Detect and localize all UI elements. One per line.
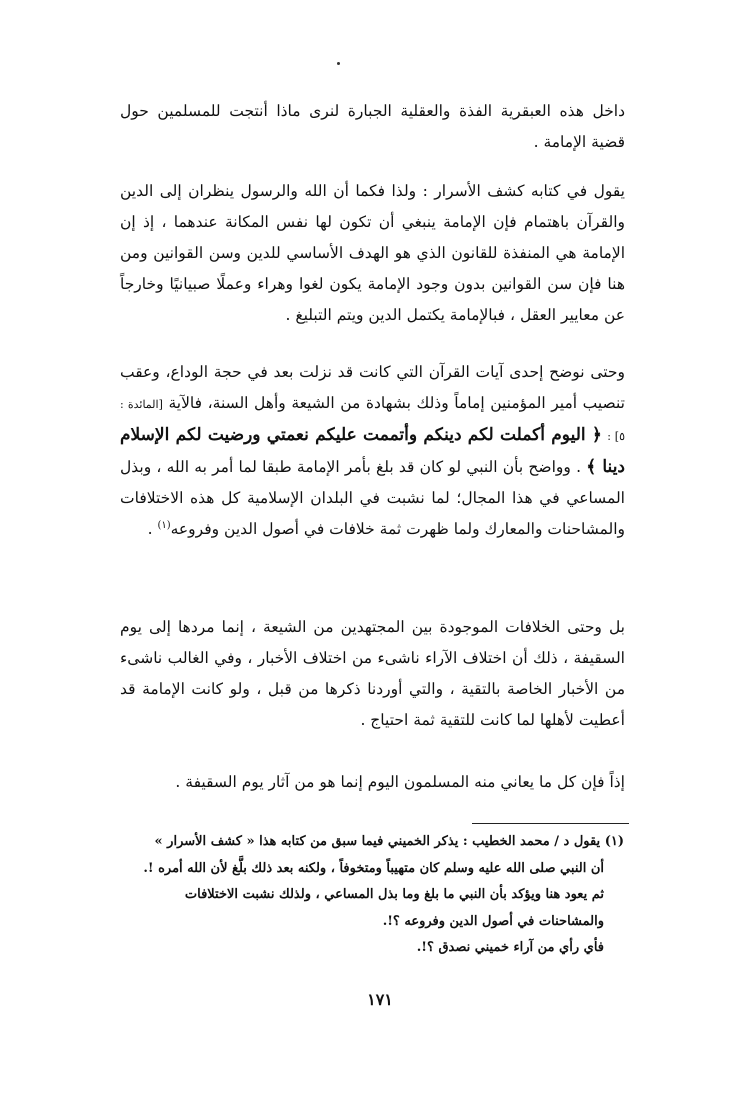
paragraph-3-end: . <box>147 520 158 538</box>
page-number: ١٧١ <box>367 990 393 1009</box>
paragraph-2: يقول في كتابه كشف الأسرار : ولذا فكما أن الله والرسول ينظران إلى الدين والقرآن باهتمام فإن الإمامة ينبغي أن تكون لها نفس المكانة عندهما ، إذ إن الإمامة هي المنفذة للقانون الذي هو الهدف الأساسي للدين وسن القوانين ومن هنا فإن سن القوانين بدون وجود الإمامة يكون لغوا وهراء وعملًا صبيانيًا وخارجاً عن معايير العقل ، فبالإمامة يكتمل الدين ويتم التبليغ . <box>120 182 625 324</box>
top-dot-mark <box>337 62 340 65</box>
footnote-separator <box>472 823 629 824</box>
quran-verse: ﴿ اليوم أكملت لكم دينكم وأتممت عليكم نعمتي ورضيت لكم الإسلام دينا ﴾ <box>120 425 625 477</box>
verse-reference: [المائدة : ٥] : <box>120 398 625 443</box>
paragraph-3-intro: وحتى نوضح إحدى آيات القرآن التي كانت قد نزلت بعد في حجة الوداع، وعقب تنصيب أمير المؤمنين إماماً وذلك بشهادة من الشيعة وأهل السنة، فالآية <box>120 363 625 412</box>
footnote-line-1: (١) يقول د / محمد الخطيب : يذكر الخميني فيما سبق من كتابه هذا « كشف الأسرار » <box>154 834 624 849</box>
footnote-block <box>124 829 624 962</box>
footnote-line-3: ثم يعود هنا ويؤكد بأن النبي ما بلغ وما بذل المساعي ، ولذلك نشبت الاختلافات <box>184 887 604 902</box>
footnote-marker[interactable]: (١) <box>157 519 171 531</box>
paragraph-3-body: . وواضح بأن النبي لو كان قد بلغ بأمر الإمامة طبقا لما أمر به الله ، وبذل المساعي في هذا المجال؛ لما نشبت في البلدان الإسلامية كل هذه الاختلافات والمشاحنات والمعارك ولما ظهرت ثمة خلافات في أصول الدين وفروعه <box>120 458 625 538</box>
footnote-line-5: فأي رأي من آراء خميني نصدق ؟!. <box>416 940 604 955</box>
paragraph-4: بل وحتى الخلافات الموجودة بين المجتهدين من الشيعة ، إنما مردها إلى يوم السقيفة ، ذلك أن اختلاف الآراء ناشىء من اختلاف الأخبار ، وفي الغالب ناشىء من الأخبار الخاصة بالتقية ، والتي أوردنا ذكرها من قبل ، ولو كانت الإمامة قد أعطيت لأهلها لما كانت للتقية ثمة احتياج . <box>120 618 625 729</box>
paragraph-3 <box>120 357 625 545</box>
paragraph-5: إذاً فإن كل ما يعاني منه المسلمون اليوم إنما هو من آثار يوم السقيفة . <box>175 773 625 791</box>
footnote-line-4: والمشاحنات في أصول الدين وفروعه ؟!. <box>382 913 604 929</box>
paragraph-1: داخل هذه العبقرية الفذة والعقلية الجبارة لنرى ماذا أنتجت للمسلمين حول قضية الإمامة . <box>120 102 625 151</box>
footnote-line-2: أن النبي صلى الله عليه وسلم كان متهيباً ومتخوفاً ، ولكنه بعد ذلك بلَّغ لأن الله أمره !. <box>143 860 604 876</box>
